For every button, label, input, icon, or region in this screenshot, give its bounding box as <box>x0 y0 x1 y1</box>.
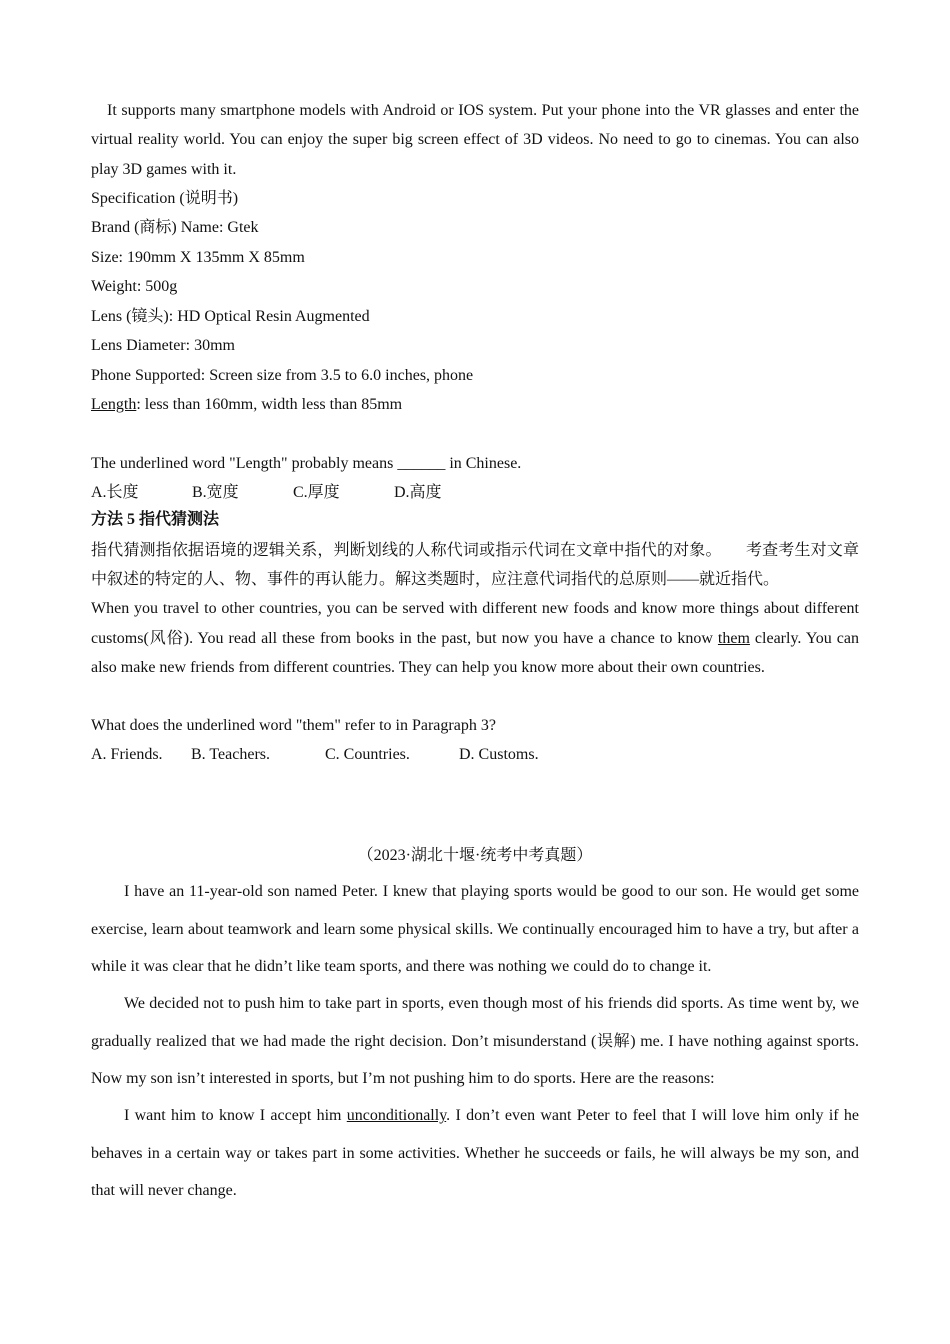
spec-line: Size: 190mm X 135mm X 85mm <box>91 248 305 266</box>
spec-line: Weight: 500g <box>91 278 178 296</box>
method5-heading: 方法 5 指代猜测法 <box>91 511 220 529</box>
passage2-paragraph-2: We decided not to push him to take part in sports, even though most of his friends did sports. As time went by, we gradually realized that we had made the right decision. Don’t misunderstand (误解) me. I have nothing against sports. Now my son isn’t interested in sports, but I’m not pushing him to do sports. Here are the reasons: <box>91 995 859 1087</box>
question-1: The underlined word "Length" probably means ______ in Chinese. <box>91 454 522 472</box>
question-2-options <box>91 740 859 769</box>
spacer <box>91 420 859 449</box>
option-d: D. Customs. <box>459 746 539 764</box>
passage2-paragraph-1: I have an 11-year-old son named Peter. I knew that playing sports would be good to our son. He would get some exercise, learn about teamwork and learn some physical skills. We continually encouraged him to have a try, but after a while it was clear that he didn’t like team sports, and there was nothing we could do to change it. <box>91 883 859 976</box>
spec-line-length <box>91 390 859 420</box>
spec-line: Specification (说明书) <box>91 189 239 207</box>
spec-line-length-rest: : less than 160mm, width less than 85mm <box>136 396 403 414</box>
spec-line: Lens Diameter: 30mm <box>91 337 235 355</box>
option-a: A.长度 <box>91 484 139 502</box>
spacer <box>91 769 859 839</box>
option-a: A. Friends. <box>91 746 163 764</box>
paragraph-3-before: I want him to know I accept him <box>124 1107 347 1125</box>
example-text-before: When you travel to other countries, you can be served with different new foods and know more things about different customs(风俗). You read all these from books in the past, but now you have a chance to know <box>91 600 859 647</box>
spec-line: Lens (镜头): HD Optical Resin Augmented <box>91 307 370 325</box>
example-text-after: clearly. You can also make new friends from different countries. They can help you know more about their own countries. <box>91 629 860 676</box>
passage2-paragraph-3 <box>91 1097 859 1209</box>
option-c: C. Countries. <box>325 746 410 764</box>
underlined-word-them: them <box>717 629 750 647</box>
question-2: What does the underlined word "them" refer to in Paragraph 3? <box>91 717 496 735</box>
underlined-word-length: Length <box>91 396 137 414</box>
paragraph-3-after: . I don’t even want Peter to feel that I will love him only if he behaves in a certain way or takes part in some activities. Whether he succeeds or fails, he will always be my son, and that will never change. <box>91 1107 859 1199</box>
method5-example <box>91 594 859 682</box>
spacer <box>91 682 859 711</box>
option-c: C.厚度 <box>293 484 340 502</box>
option-d: D.高度 <box>394 484 442 502</box>
method5-description: 指代猜测指依据语境的逻辑关系，判断划线的人称代词或指示代词在文章中指代的对象。 考查考生对文章中叙述的特定的人、物、事件的再认能力。解这类题时，应注意代词指代的总原则——就近指代。 <box>91 541 859 588</box>
spec-line: Brand (商标) Name: Gtek <box>91 219 259 237</box>
passage2-source: （2023·湖北十堰·统考中考真题） <box>357 847 593 865</box>
spec-line: Phone Supported: Screen size from 3.5 to 6.0 inches, phone <box>91 366 474 384</box>
underlined-word-unconditionally: unconditionally <box>346 1107 447 1125</box>
option-b: B. Teachers. <box>191 746 270 764</box>
document-page <box>91 96 859 1209</box>
passage1-intro: It supports many smartphone models with Android or IOS system. Put your phone into the VR glasses and enter the virtual reality world. You can enjoy the super big screen effect of 3D videos. No need to go to cinemas. You can also play 3D games with it. <box>91 102 859 178</box>
question-1-options <box>91 478 859 507</box>
option-b: B.宽度 <box>192 484 239 502</box>
